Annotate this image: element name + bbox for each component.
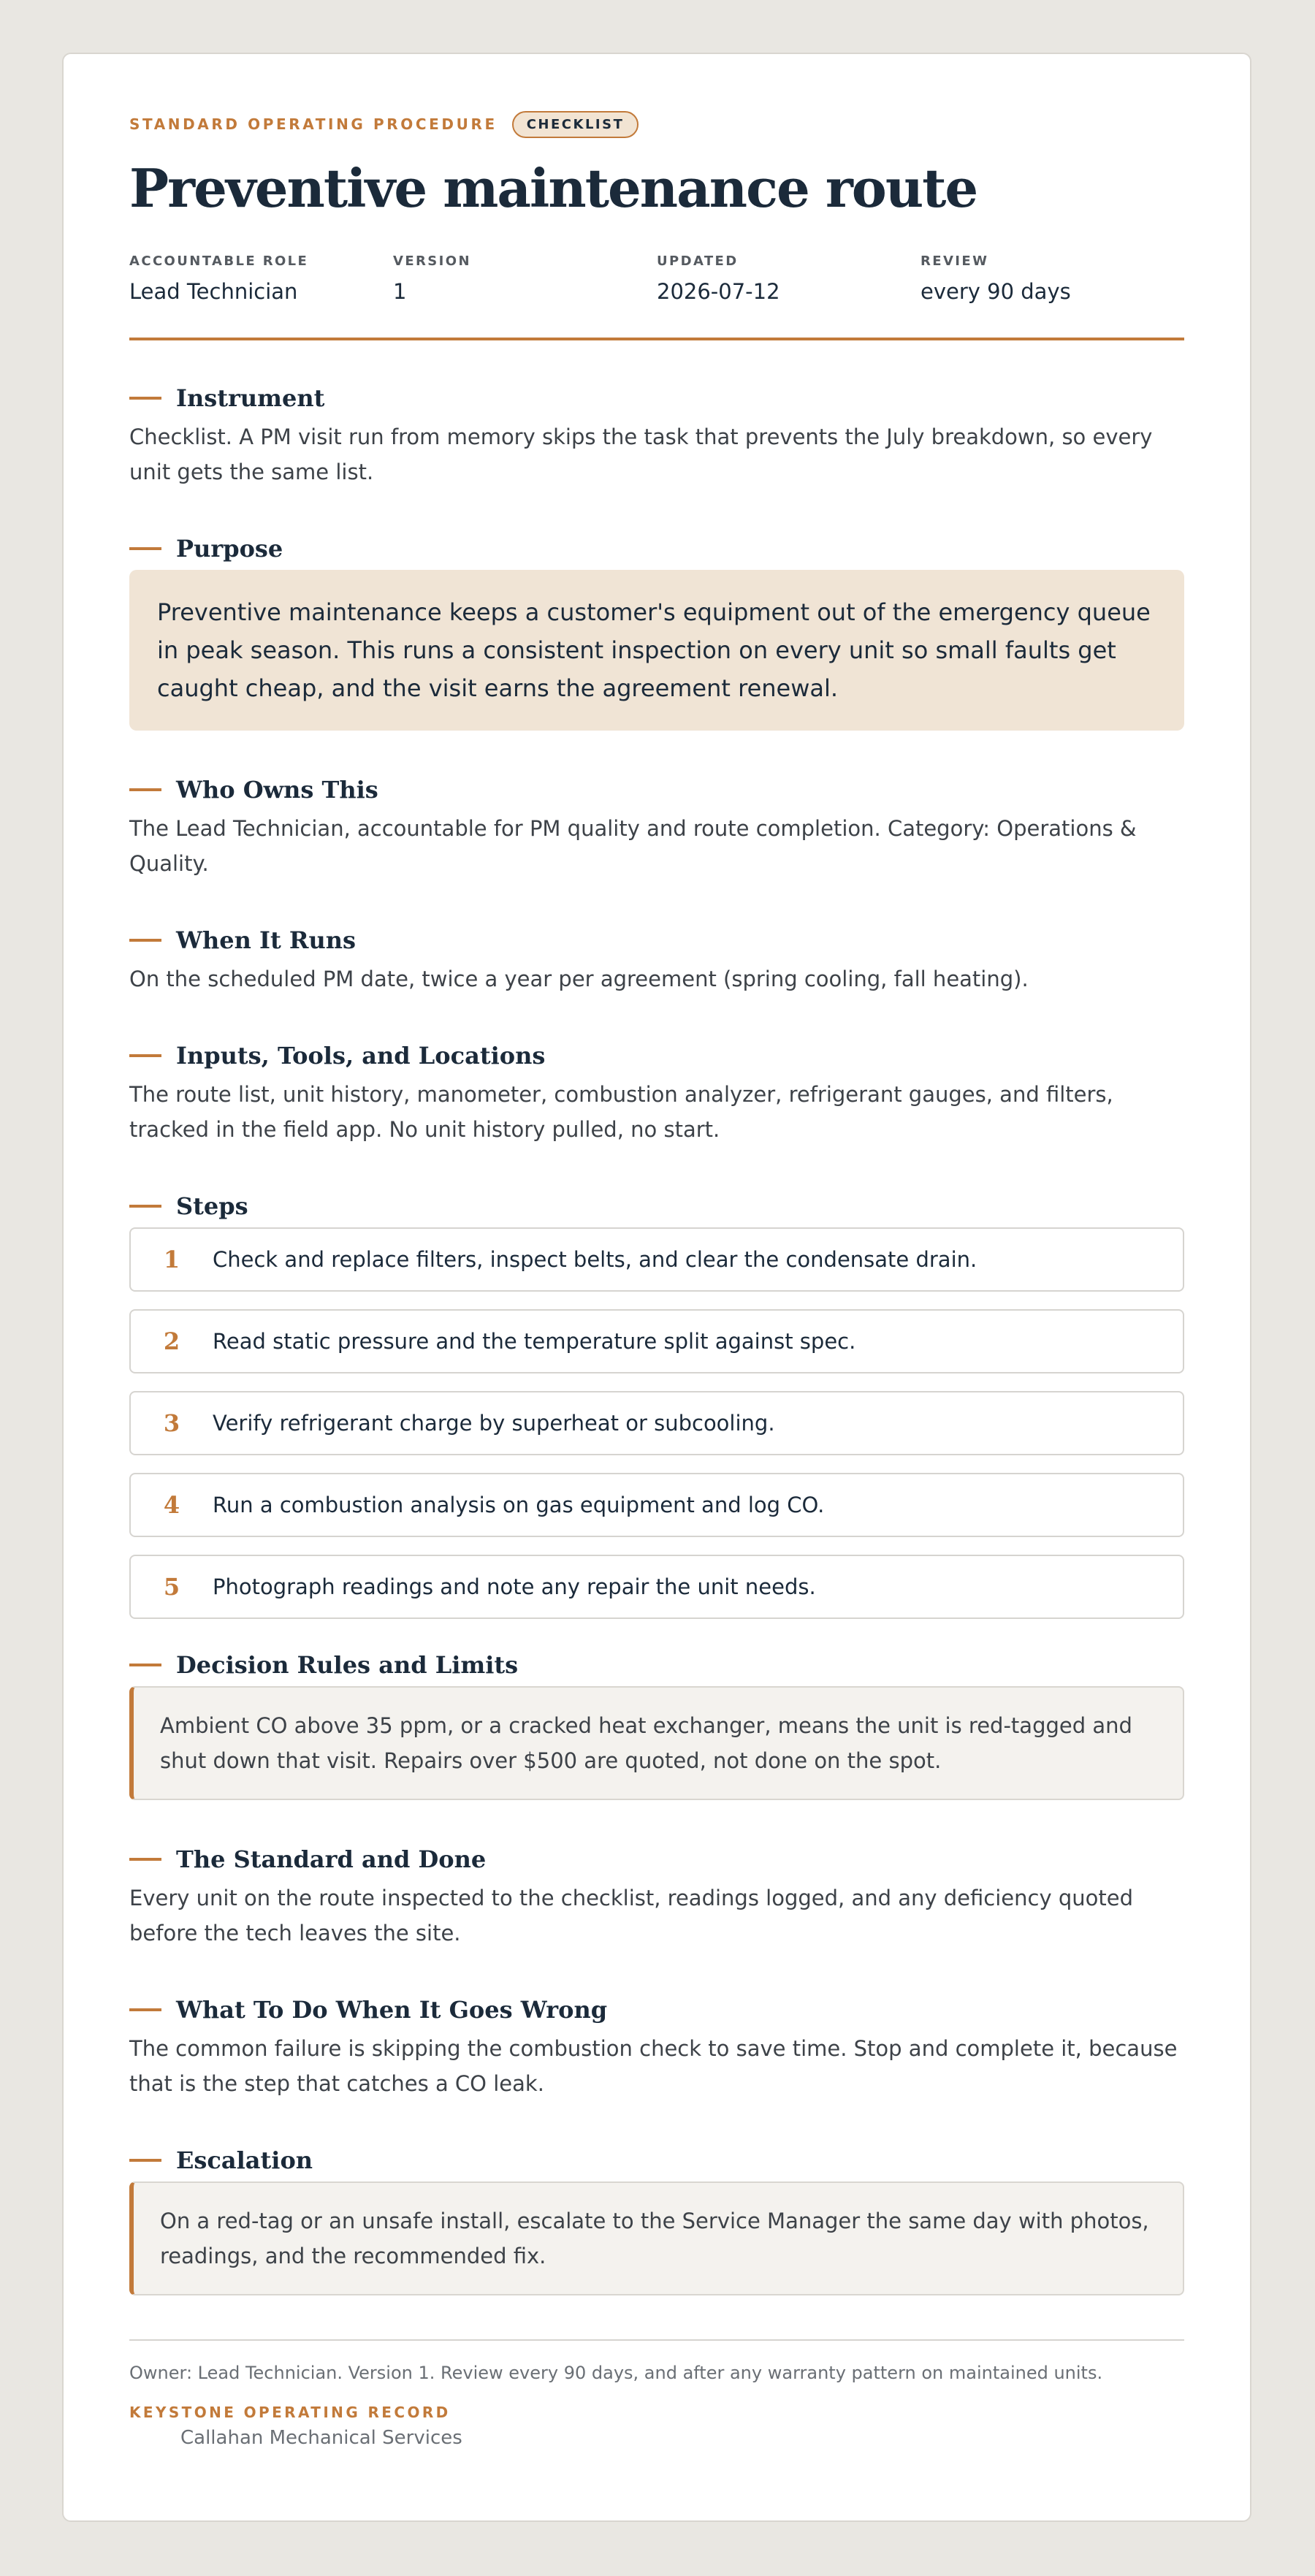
document-type-label: STANDARD OPERATING PROCEDURE: [129, 115, 498, 133]
steps-list: [129, 1227, 1184, 1619]
footer-brand: KEYSTONE OPERATING RECORD: [129, 2404, 451, 2422]
step-number: 3: [163, 1409, 180, 1438]
section-title: What To Do When It Goes Wrong: [176, 1996, 608, 2024]
section-body: Checklist. A PM visit run from memory skips the task that prevents the July breakdown, so every unit gets the same list.: [129, 424, 1153, 485]
eyebrow-row: [129, 108, 1184, 140]
step-item: [129, 1309, 1184, 1373]
footer-note: Owner: Lead Technician. Version 1. Review every 90 days, and after any warranty pattern on maintained units.: [129, 2363, 1103, 2384]
section-inputs: [129, 1042, 1184, 1147]
step-text: Verify refrigerant charge by superheat or subcooling.: [213, 1411, 775, 1436]
section-body: The route list, unit history, manometer, combustion analyzer, refrigerant gauges, and filters, tracked in the field app. No unit history pulled, no start.: [129, 1082, 1113, 1143]
section-heading: [129, 1845, 1184, 1873]
section-dash: [129, 1664, 161, 1666]
section-heading: [129, 1651, 1184, 1679]
section-dash: [129, 1858, 161, 1861]
section-body: Every unit on the route inspected to the checklist, readings logged, and any deficiency quoted before the tech leaves the site.: [129, 1886, 1133, 1946]
meta-updated: [657, 254, 920, 304]
section-dash: [129, 788, 161, 791]
meta-accountable-role: [129, 254, 393, 304]
section-heading: [129, 1192, 1184, 1220]
step-text: Check and replace filters, inspect belts, and clear the condensate drain.: [213, 1247, 977, 1273]
footer-divider: [129, 2339, 1184, 2341]
section-standard: [129, 1845, 1184, 1951]
purpose-highlight: Preventive maintenance keeps a customer's equipment out of the emergency queue in peak season. This runs a consistent inspection on every unit so small faults get caught cheap, and the visit earns the agreement renewal.: [129, 570, 1184, 731]
meta-label: ACCOUNTABLE ROLE: [129, 254, 309, 270]
step-item: [129, 1555, 1184, 1619]
page-title: Preventive maintenance route: [129, 157, 977, 219]
section-body: The Lead Technician, accountable for PM quality and route completion. Category: Operations & Quality.: [129, 816, 1137, 877]
meta-label: REVIEW: [920, 254, 989, 270]
section-title: Escalation: [176, 2146, 313, 2175]
section-dash: [129, 1054, 161, 1057]
section-title: Who Owns This: [176, 776, 378, 804]
section-dash: [129, 1205, 161, 1208]
section-heading: [129, 1042, 1184, 1070]
meta-value: 2026-07-12: [657, 279, 780, 305]
step-text: Read static pressure and the temperature split against spec.: [213, 1329, 856, 1354]
meta-value: Lead Technician: [129, 279, 298, 305]
section-heading: [129, 776, 1184, 804]
section-heading: [129, 926, 1184, 954]
step-item: [129, 1391, 1184, 1455]
section-body: The common failure is skipping the combustion check to save time. Stop and complete it, because that is the step that catches a CO leak.: [129, 2036, 1178, 2097]
section-title: Instrument: [176, 384, 325, 413]
section-heading: [129, 2146, 1184, 2174]
section-title: Inputs, Tools, and Locations: [176, 1042, 546, 1070]
step-number: 2: [163, 1327, 180, 1356]
meta-label: VERSION: [393, 254, 471, 270]
step-item: [129, 1227, 1184, 1292]
section-title: Purpose: [176, 535, 283, 563]
meta-review: [920, 254, 1184, 304]
meta-version: [393, 254, 657, 304]
section-title: Decision Rules and Limits: [176, 1651, 519, 1680]
instrument-badge: CHECKLIST: [512, 111, 639, 138]
footer-company: Callahan Mechanical Services: [180, 2427, 462, 2450]
section-title: Steps: [176, 1192, 248, 1221]
escalation-callout: On a red-tag or an unsafe install, escalate to the Service Manager the same day with photos, readings, and the recommended fix.: [129, 2181, 1184, 2295]
section-instrument: [129, 384, 1184, 489]
section-when: [129, 926, 1184, 997]
step-text: Run a combustion analysis on gas equipment and log CO.: [213, 1493, 825, 1518]
section-body: On the scheduled PM date, twice a year per agreement (spring cooling, fall heating).: [129, 967, 1029, 992]
meta-label: UPDATED: [657, 254, 739, 270]
section-dash: [129, 2008, 161, 2011]
section-wrong: [129, 1996, 1184, 2101]
section-owner: [129, 776, 1184, 881]
section-dash: [129, 939, 161, 942]
sop-card: [62, 53, 1251, 2522]
meta-row: [129, 254, 1184, 304]
step-text: Photograph readings and note any repair the unit needs.: [213, 1574, 816, 1600]
meta-value: 1: [393, 279, 407, 305]
step-number: 4: [163, 1491, 180, 1520]
section-dash: [129, 547, 161, 550]
step-number: 5: [163, 1573, 180, 1601]
section-title: When It Runs: [176, 926, 356, 955]
step-item: [129, 1473, 1184, 1537]
section-heading: [129, 384, 1184, 412]
step-number: 1: [163, 1246, 180, 1274]
section-steps: [129, 1192, 1184, 1619]
section-dash: [129, 397, 161, 400]
section-heading: [129, 1996, 1184, 2024]
rules-callout: Ambient CO above 35 ppm, or a cracked heat exchanger, means the unit is red-tagged and shut down that visit. Repairs over $500 are quoted, not done on the spot.: [129, 1686, 1184, 1800]
section-rules: [129, 1651, 1184, 1800]
section-heading: [129, 535, 1184, 563]
section-title: The Standard and Done: [176, 1845, 487, 1874]
meta-value: every 90 days: [920, 279, 1071, 305]
section-escalation: [129, 2146, 1184, 2295]
section-dash: [129, 2159, 161, 2162]
section-purpose: [129, 535, 1184, 731]
header-divider: [129, 338, 1184, 340]
